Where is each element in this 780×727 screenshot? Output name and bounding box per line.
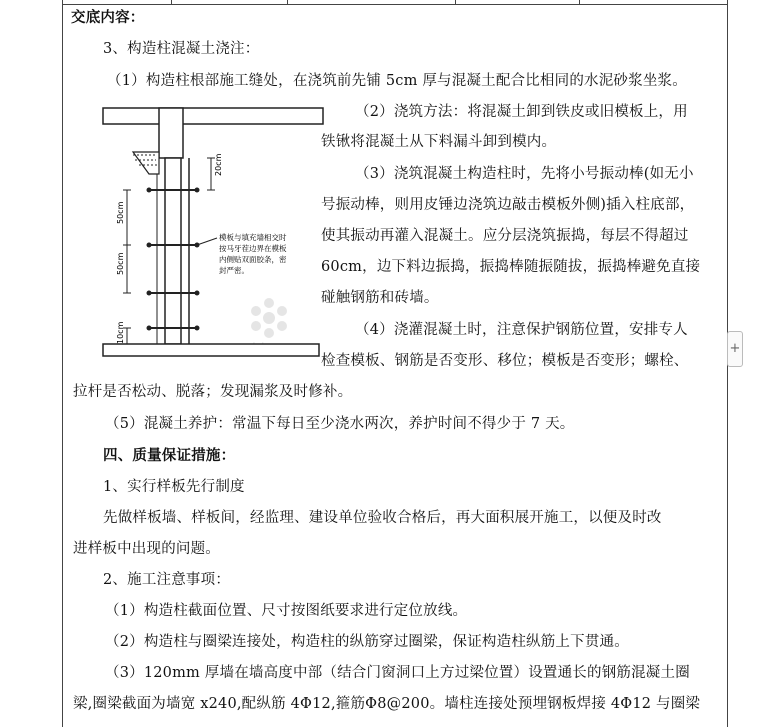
item-2-3-line-2: 梁,圈梁截面为墙宽 x240,配纵筋 4Φ12,箍筋Φ8@200。墙柱连接处预埋钢板焊接 4Φ12 与圈梁 [73, 696, 701, 712]
paragraph-3-line-3: 使其振动再灌入混凝土。应分层浇筑振捣，每层不得超过 [321, 228, 689, 244]
paragraph-3-line-4: 60cm，边下料边振捣，振捣棒随振随拔，振捣棒避免直接 [321, 259, 701, 275]
dim-50cm-bottom-label: 50cm [116, 252, 125, 275]
item-1-line-1: 先做样板墙、样板间，经监理、建设单位验收合格后，再大面积展开施工，以便及时改 [103, 510, 662, 526]
paragraph-4-line-2: 检查模板、钢筋是否变形、移位；模板是否变形；螺栓、 [321, 353, 689, 369]
dim-50cm-top-label: 50cm [116, 201, 125, 224]
section-heading: 交底内容： [71, 9, 145, 26]
watermark-logo-icon [251, 298, 287, 338]
note-line-1: 模板与填充墙相交时 [219, 233, 287, 242]
item-2-1: （1）构造柱截面位置、尺寸按图纸要求进行定位放线。 [105, 603, 468, 619]
top-beam [103, 108, 323, 124]
paragraph-1: （1）构造柱根部施工缝处，在浇筑前先铺 5cm 厚与混凝土配合比相同的水泥砂浆坐浆。 [107, 73, 687, 89]
bottom-slab [103, 344, 319, 356]
column-formwork-figure [93, 100, 331, 362]
item-1-line-2: 进样板中出现的问题。 [73, 541, 220, 557]
border-tick [287, 0, 288, 4]
dim-10cm-label: 10cm [116, 321, 125, 344]
item-2-2: （2）构造柱与圈梁连接处，构造柱的纵筋穿过圈梁，保证构造柱纵筋上下贯通。 [105, 634, 629, 650]
border-tick [579, 0, 580, 4]
border-tick [455, 0, 456, 4]
section-3-title: 3、构造柱混凝土浇注： [103, 41, 260, 57]
table-top-border [63, 0, 727, 5]
paragraph-5: （5）混凝土养护：常温下每日至少浇水两次，养护时间不得少于 7 天。 [105, 416, 575, 432]
note-line-4: 封严密。 [219, 266, 249, 275]
section-4-title: 四、质量保证措施： [103, 447, 236, 464]
dim-20cm-label: 20cm [214, 153, 223, 176]
paragraph-3-line-2: 号振动棒，则用皮锤边浇筑边敲击模板外侧)插入柱底部， [321, 197, 695, 213]
border-tick [171, 0, 172, 4]
item-2-title: 2、施工注意事项： [103, 572, 231, 588]
paragraph-3-line-5: 碰触钢筋和砖墙。 [321, 290, 439, 306]
beam-haunch [159, 108, 183, 158]
column-body [165, 158, 181, 344]
expand-button[interactable]: + [727, 331, 743, 367]
paragraph-4-line-3: 拉杆是否松动、脱落；发现漏浆及时修补。 [73, 384, 353, 400]
item-2-3-line-1: （3）120mm 厚墙在墙高度中部（结合门窗洞口上方过梁位置）设置通长的钢筋混凝土圈 [105, 665, 690, 681]
paragraph-2-line-1: （2）浇筑方法：将混凝土卸到铁皮或旧模板上，用 [355, 104, 688, 120]
paragraph-2-line-2: 铁锹将混凝土从下料漏斗卸到模内。 [321, 134, 557, 150]
paragraph-3-line-1: （3）浇筑混凝土构造柱时，先将小号振动棒(如无小 [355, 166, 694, 182]
note-line-3: 内侧贴双面胶条，密 [219, 255, 287, 264]
note-line-2: 按马牙茬边界在模板 [219, 244, 287, 253]
item-1-title: 1、实行样板先行制度 [103, 479, 245, 495]
paragraph-4-line-1: （4）浇灌混凝土时，注意保护钢筋位置，安排专人 [355, 322, 688, 338]
document-page [62, 0, 728, 727]
